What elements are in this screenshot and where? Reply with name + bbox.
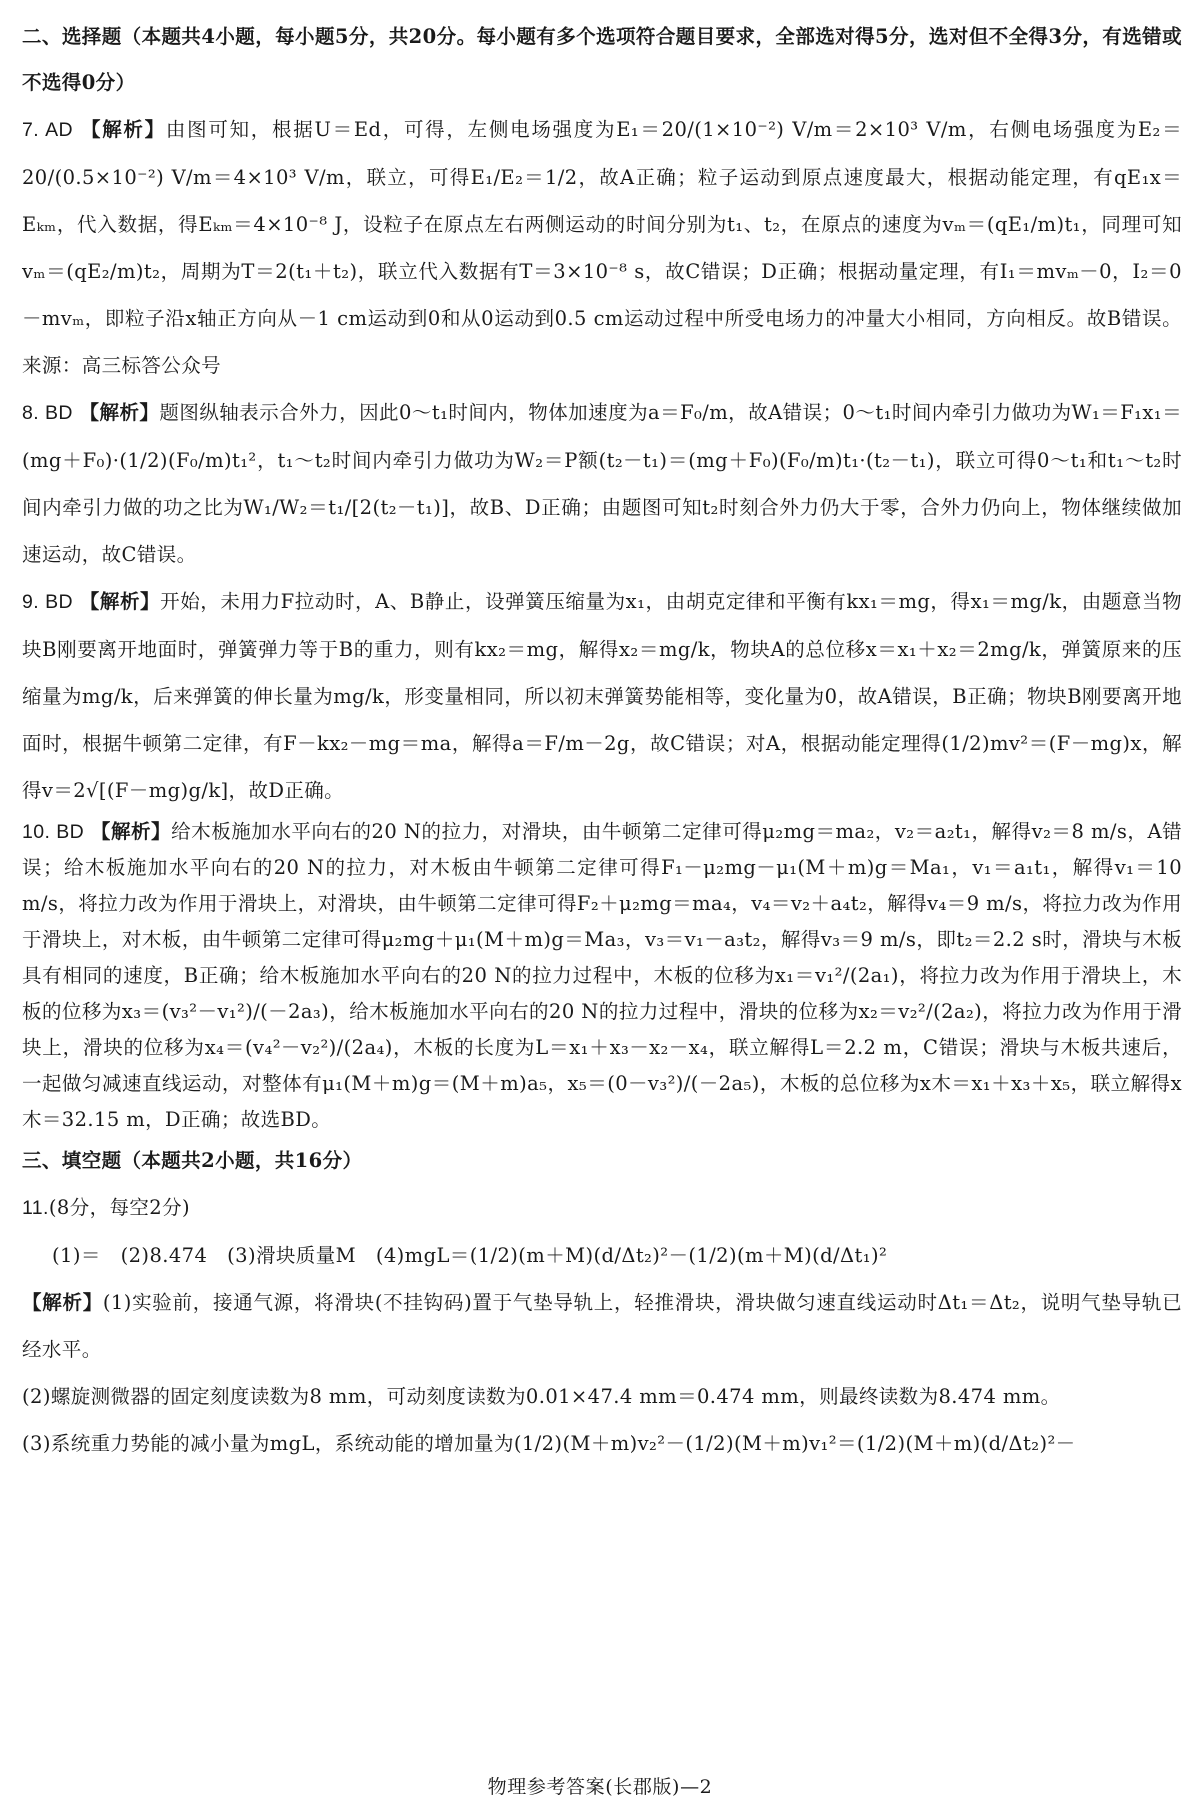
question-8-text: 题图纵轴表示合外力，因此0～t₁时间内，物体加速度为a＝F₀/m，故A错误；0～t₁时间内牵引力做功为W₁＝F₁x₁＝(mg＋F₀)·(1/2)(F₀/m)t₁²，t₁～t₂时间内牵引力做功为W₂＝P额(t₂－t₁)＝(mg＋F₀)(F₀/m)t₁·(t₂－t₁)，联立可得0～t₁和t₁～t₂时间内牵引力做的功之比为W₁/W₂＝t₁/[2(t₂－t₁)]，故B、D正确；由题图可知t₂时刻合外力仍大于零，合外力仍向上，物体继续做加速运动，故C错误。 (22, 401, 1182, 566)
section-3-heading-text: 三、填空题（本题共2小题，共16分） (22, 1149, 363, 1172)
question-10-label: 10. BD (22, 821, 85, 843)
page-footer: 物理参考答案(长郡版)—2 (487, 1776, 713, 1798)
question-11-p1: (1)实验前，接通气源，将滑块(不挂钩码)置于气垫导轨上，轻推滑块，滑块做匀速直线运动时Δt₁＝Δt₂，说明气垫导轨已经水平。 (22, 1291, 1182, 1361)
section-3-heading (22, 1138, 1182, 1184)
section-2-heading (22, 14, 1182, 106)
question-11-p3: (3)系统重力势能的减小量为mgL，系统动能的增加量为(1/2)(M＋m)v₂²－(1/2)(M＋m)v₁²＝(1/2)(M＋m)(d/Δt₂)²－ (22, 1432, 1076, 1455)
question-7-body (22, 106, 1182, 389)
question-11-analysis-tag: 【解析】 (22, 1291, 103, 1314)
question-9-text: 开始，未用力F拉动时，A、B静止，设弹簧压缩量为x₁，由胡克定律和平衡有kx₁＝mg，得x₁＝mg/k，由题意当物块B刚要离开地面时，弹簧弹力等于B的重力，则有kx₂＝mg，解得x₂＝mg/k，物块A的总位移x＝x₁＋x₂＝2mg/k，弹簧原来的压缩量为mg/k，后来弹簧的伸长量为mg/k，形变量相同，所以初末弹簧势能相等，变化量为0，故A错误，B正确；物块B刚要离开地面时，根据牛顿第二定律，有F－kx₂－mg＝ma，解得a＝F/m－2g，故C错误；对A，根据动能定理得(1/2)mv²＝(F－mg)x，解得v＝2√[(F－mg)g/k]，故D正确。 (22, 590, 1182, 802)
answer-page (22, 14, 1182, 1467)
question-11-header (22, 1184, 1182, 1232)
question-7 (22, 106, 1182, 389)
question-11-score: (8分，每空2分) (48, 1196, 191, 1219)
question-9 (22, 578, 1182, 814)
question-11-label: 11. (22, 1197, 49, 1219)
question-10-text: 给木板施加水平向右的20 N的拉力，对滑块，由牛顿第二定律可得μ₂mg＝ma₂，v₂＝a₂t₁，解得v₂＝8 m/s，A错误；给木板施加水平向右的20 N的拉力，对木板由牛顿第二定律可得F₁－μ₂mg－μ₁(M＋m)g＝Ma₁，v₁＝a₁t₁，解得v₁＝10 m/s，将拉力改为作用于滑块上，对滑块，由牛顿第二定律可得F₂＋μ₂mg＝ma₄，v₄＝v₂＋a₄t₂，解得v₄＝9 m/s，将拉力改为作用于滑块上，对木板，由牛顿第二定律可得μ₂mg＋μ₁(M＋m)g＝Ma₃，v₃＝v₁－a₃t₂，解得v₃＝9 m/s，即t₂＝2.2 s时，滑块与木板具有相同的速度，B正确；给木板施加水平向右的20 N的拉力过程中，木板的位移为x₁＝v₁²/(2a₁)，将拉力改为作用于滑块上，木板的位移为x₃＝(v₃²－v₁²)/(－2a₃)，给木板施加水平向右的20 N的拉力过程中，滑块的位移为x₂＝v₂²/(2a₂)，将拉力改为作用于滑块上，滑块的位移为x₄＝(v₄²－v₂²)/(2a₄)，木板的长度为L＝x₁＋x₃－x₂－x₄，联立解得L＝2.2 m，C错误；滑块与木板共速后，一起做匀减速直线运动，对整体有μ₁(M＋m)g＝(M＋m)a₅，x₅＝(0－v₃²)/(－2a₅)，木板的总位移为x木＝x₁＋x₃＋x₅，联立解得x木＝32.15 m，D正确；故选BD。 (22, 820, 1183, 1131)
question-10 (22, 814, 1182, 1138)
question-7-label: 7. AD (22, 119, 74, 141)
question-11-answers: (1)＝ (2)8.474 (3)滑块质量M (4)mgL＝(1/2)(m＋M)(d/Δt₂)²－(1/2)(m＋M)(d/Δt₁)² (52, 1244, 888, 1267)
question-10-analysis-tag: 【解析】 (90, 820, 172, 843)
question-11-analysis (22, 1279, 1182, 1373)
section-2-heading-text: 二、选择题（本题共4小题，每小题5分，共20分。每小题有多个选项符合题目要求，全部选对得5分，选对但不全得3分，有选错或不选得0分） (22, 25, 1182, 94)
question-9-analysis-tag: 【解析】 (79, 590, 161, 613)
question-8-analysis-tag: 【解析】 (79, 401, 160, 424)
question-11-p2: (2)螺旋测微器的固定刻度读数为8 mm，可动刻度读数为0.01×47.4 mm＝0.474 mm，则最终读数为8.474 mm。 (22, 1385, 1061, 1408)
question-7-text: 由图可知，根据U＝Ed，可得，左侧电场强度为E₁＝20/(1×10⁻²) V/m＝2×10³ V/m，右侧电场强度为E₂＝20/(0.5×10⁻²) V/m＝4×10³ V/m，联立，可得E₁/E₂＝1/2，故A正确；粒子运动到原点速度最大，根据动能定理，有qE₁x＝Eₖₘ，代入数据，得Eₖₘ＝4×10⁻⁸ J，设粒子在原点左右两侧运动的时间分别为t₁、t₂，在原点的速度为vₘ＝(qE₁/m)t₁，同理可知vₘ＝(qE₂/m)t₂，周期为T＝2(t₁＋t₂)，联立代入数据有T＝3×10⁻⁸ s，故C错误；D正确；根据动量定理，有I₁＝mvₘ－0，I₂＝0－mvₘ，即粒子沿x轴正方向从－1 cm运动到0和从0运动到0.5 cm运动过程中所受电场力的冲量大小相同，方向相反。故B错误。来源：高三标答公众号 (22, 118, 1182, 377)
question-10-body (22, 814, 1182, 1138)
question-8-body (22, 389, 1182, 578)
question-11-body (22, 1184, 1182, 1467)
question-9-label: 9. BD (22, 591, 73, 613)
question-8-label: 8. BD (22, 402, 73, 424)
question-9-body (22, 578, 1182, 814)
question-11 (22, 1184, 1182, 1467)
question-8 (22, 389, 1182, 578)
question-7-analysis-tag: 【解析】 (80, 118, 166, 141)
